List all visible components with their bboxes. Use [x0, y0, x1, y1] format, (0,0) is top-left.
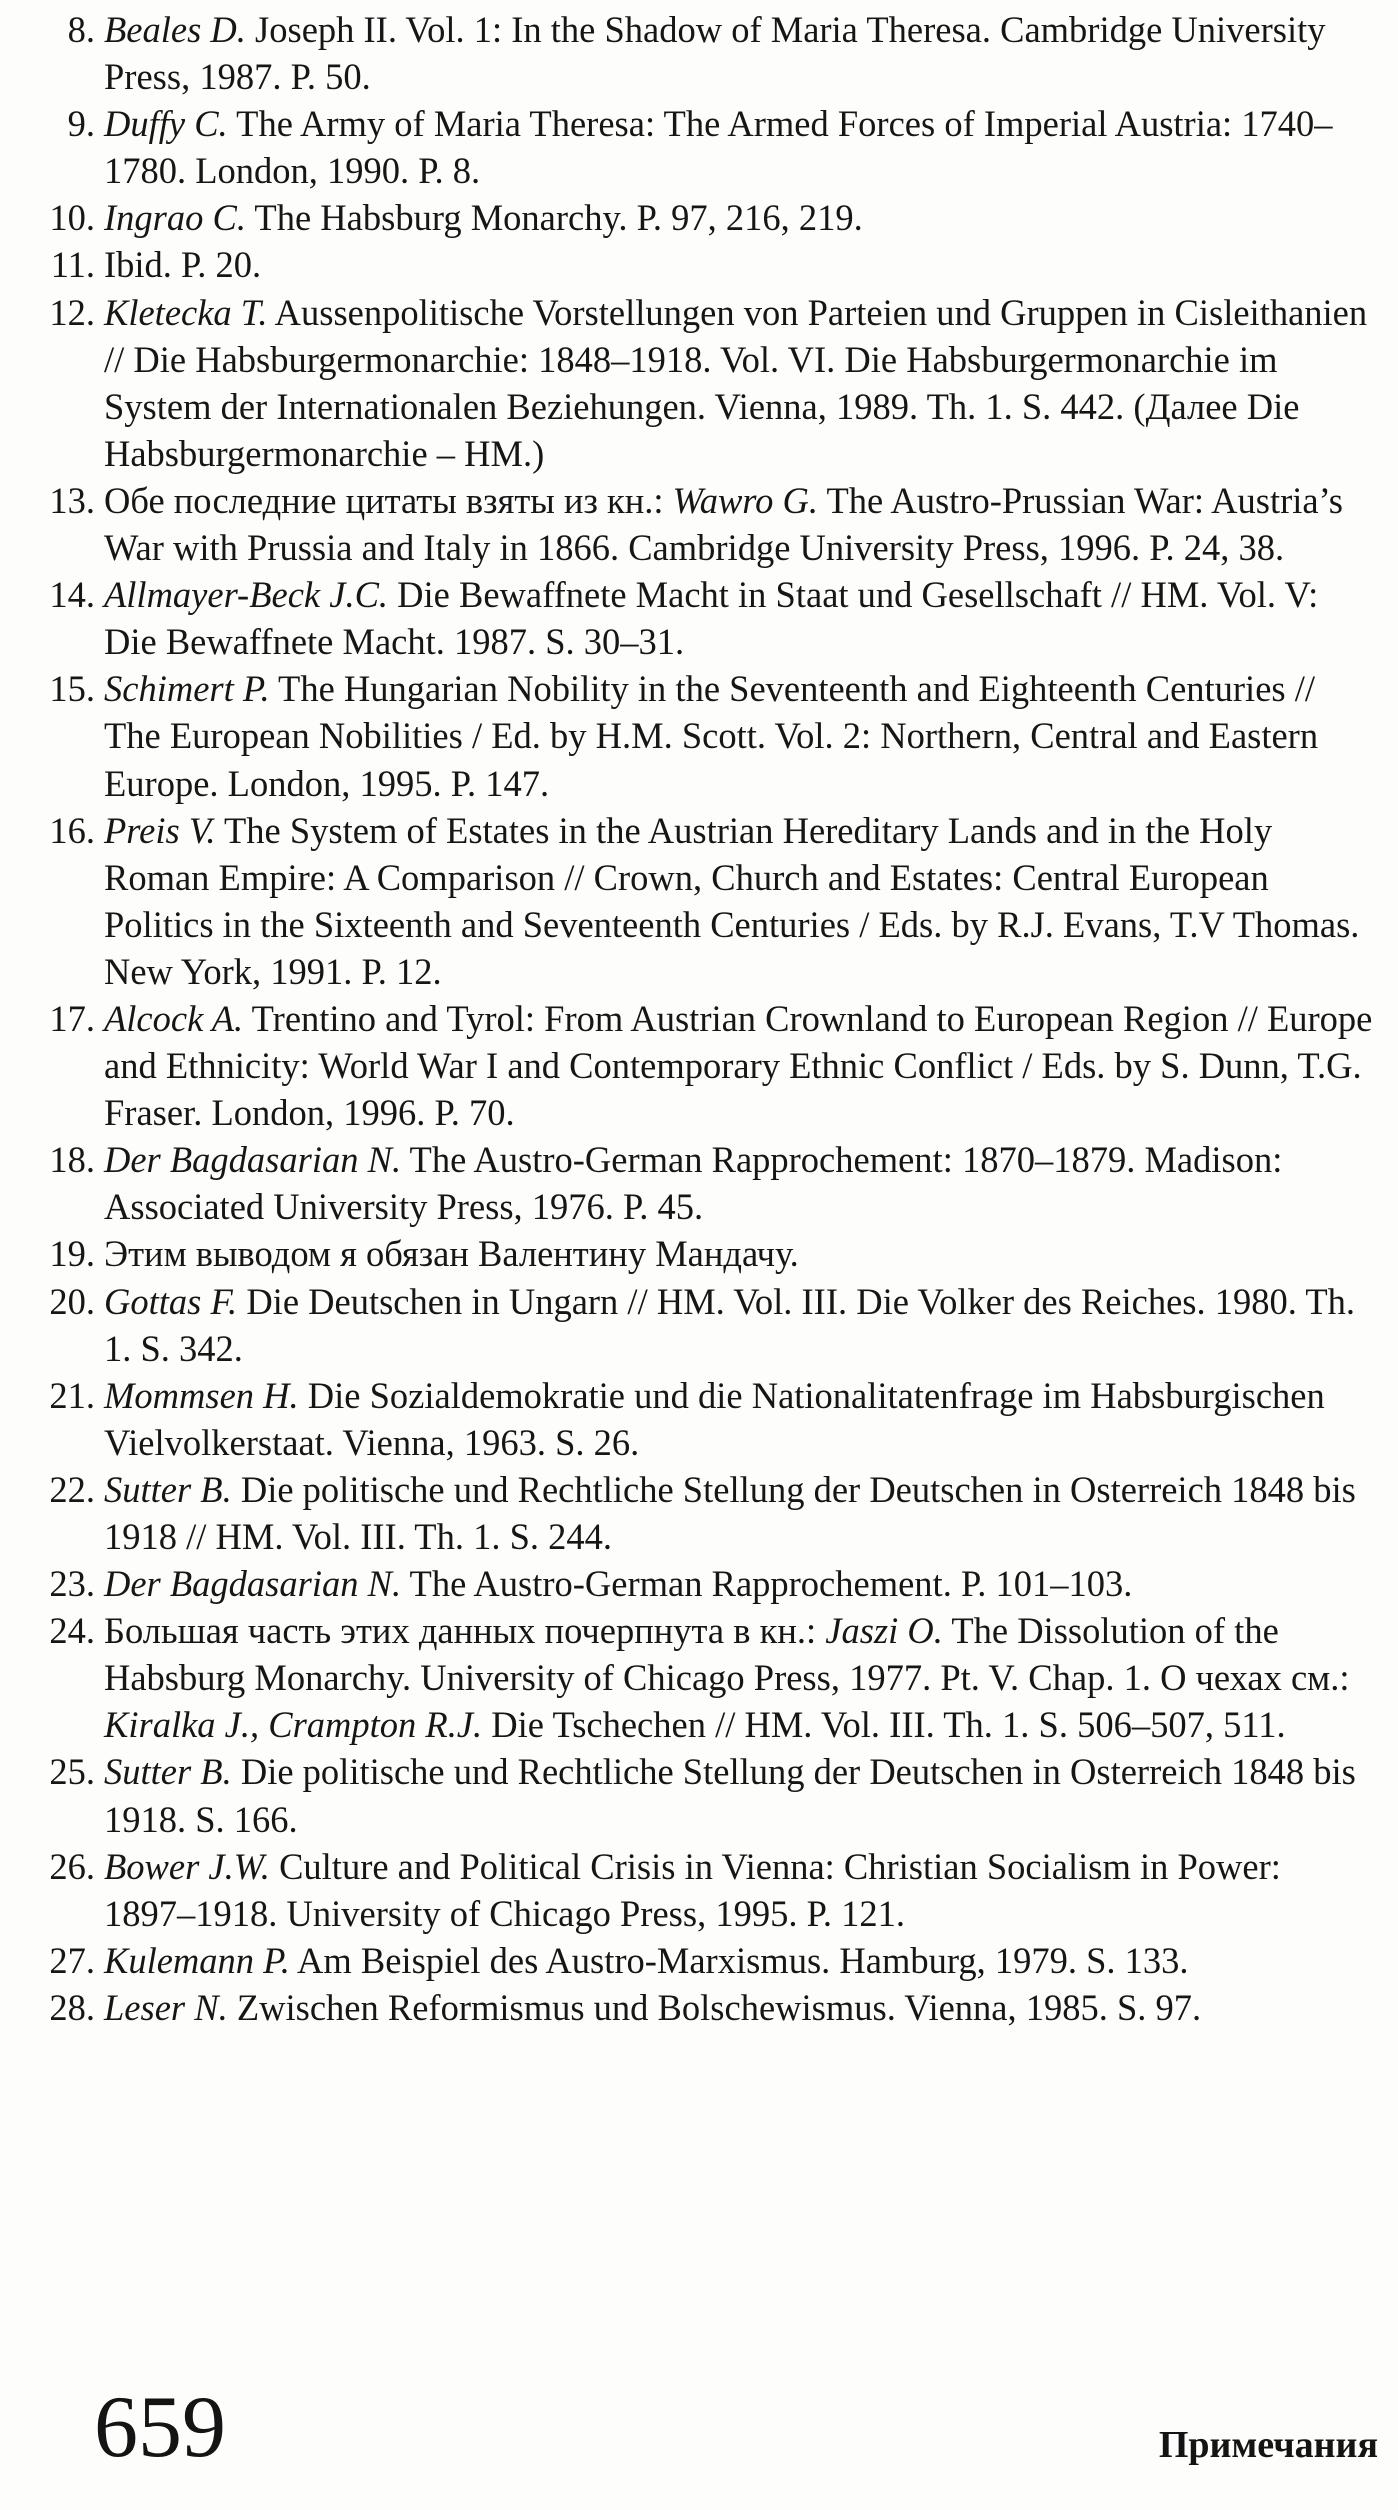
note-citation: Die Deutschen in Ungarn // HM. Vol. III. Die Volker des Reiches. 1980. Th. 1. S. 342.: [104, 1280, 1356, 1369]
note-item: [35, 807, 1380, 995]
note-item: [35, 1372, 1380, 1466]
note-author: Wawro G.: [672, 479, 819, 521]
note-text: [104, 477, 1380, 571]
note-citation: Culture and Political Crisis in Vienna: Christian Socialism in Power: 1897–1918. University of Chicago Press, 1995. P. 121.: [104, 1845, 1281, 1934]
note-item: [35, 1466, 1380, 1560]
note-author: Ingrao C.: [104, 197, 246, 239]
note-item: [35, 477, 1380, 571]
note-citation: The Austro-Prussian War: Austria’s War with Prussia and Italy in 1866. Cambridge University Press, 1996. P. 24, 38.: [104, 479, 1343, 569]
note-citation: Zwischen Reformismus und Bolschewismus. Vienna, 1985. S. 97.: [227, 1986, 1202, 2028]
note-number: 22.: [49, 1468, 95, 1510]
note-text: [104, 1984, 1380, 2031]
note-text: [104, 1843, 1380, 1937]
note-citation: Joseph II. Vol. 1: In the Shadow of Maria Theresa. Cambridge University Press, 1987. P. 50.: [104, 9, 1326, 98]
note-author: Mommsen H.: [104, 1374, 299, 1416]
note-text: [104, 1466, 1380, 1560]
note-citation: Ibid. P. 20.: [104, 244, 262, 286]
note-number: 11.: [50, 244, 95, 286]
note-text: [104, 1937, 1380, 1984]
note-number: 12.: [49, 291, 95, 333]
note-text: [104, 100, 1380, 194]
note-citation: Этим выводом я обязан Валентину Мандачу.: [104, 1233, 799, 1275]
note-citation: The Austro-German Rapprochement. P. 101–103.: [401, 1563, 1133, 1605]
note-author: Kletecka T.: [104, 291, 268, 333]
note-item: [35, 100, 1380, 194]
note-number: 19.: [49, 1233, 95, 1275]
note-item: [35, 1937, 1380, 1984]
note-author: Sutter B.: [104, 1468, 232, 1510]
note-citation: The System of Estates in the Austrian Hereditary Lands and in the Holy Roman Empire: A Comparison // Crown, Church and Estates: Central European Politics in the Sixteenth and Seventeenth Centuries / Eds. by R.J. Evans, T.V Thomas. New York, 1991. P. 12.: [104, 809, 1360, 992]
note-author: Bower J.W.: [104, 1845, 270, 1887]
note-number: 18.: [49, 1139, 95, 1181]
note-item: [35, 1607, 1380, 1748]
note-number: 14.: [49, 574, 95, 616]
note-number: 28.: [49, 1986, 95, 2028]
note-author: Preis V.: [104, 809, 216, 851]
notes-list: [35, 6, 1380, 2031]
note-item: [35, 194, 1380, 241]
note-number: 9.: [67, 103, 95, 145]
note-citation: Die Bewaffnete Macht in Staat und Gesellschaft // HM. Vol. V: Die Bewaffnete Macht. 1987. S. 30–31.: [104, 574, 1319, 663]
note-text: [104, 1230, 1380, 1277]
note-number: 25.: [49, 1751, 95, 1793]
note-citation: Trentino and Tyrol: From Austrian Crownland to European Region // Europe and Ethnicity: World War I and Contemporary Ethnic Conflict / Eds. by S. Dunn, T.G. Fraser. London, 1996. P. 70.: [104, 997, 1373, 1134]
note-text: [104, 289, 1380, 477]
note-item: [35, 1278, 1380, 1372]
note-number: 21.: [49, 1374, 95, 1416]
note-text: [104, 1560, 1380, 1607]
note-author: Leser N.: [104, 1986, 228, 2028]
note-author: Jaszi O.: [825, 1610, 943, 1652]
note-number: 13.: [49, 479, 95, 521]
note-number: 8.: [67, 9, 95, 50]
note-citation: Die Sozialdemokratie und die Nationalitatenfrage im Habsburgischen Vielvolkerstaat. Vienna, 1963. S. 26.: [104, 1374, 1325, 1463]
note-item: [35, 571, 1380, 665]
note-number: 15.: [49, 668, 95, 710]
note-item: [35, 289, 1380, 477]
page-number: 659: [94, 2379, 226, 2476]
note-author: Kiralka J., Crampton R.J.: [104, 1704, 483, 1746]
note-author: Der Bagdasarian N.: [104, 1563, 402, 1605]
note-number: 23.: [49, 1563, 95, 1605]
note-citation: Die politische und Rechtliche Stellung der Deutschen in Osterreich 1848 bis 1918. S. 166.: [104, 1751, 1356, 1840]
note-text: [104, 1136, 1380, 1230]
note-item: [35, 995, 1380, 1136]
note-item: [35, 1560, 1380, 1607]
note-text: [104, 1607, 1380, 1748]
note-number: 24.: [49, 1610, 95, 1652]
note-number: 16.: [49, 809, 95, 851]
note-citation: Am Beispiel des Austro-Marxismus. Hamburg, 1979. S. 133.: [289, 1939, 1189, 1981]
running-head: Примечания: [1158, 2424, 1378, 2466]
note-item: [35, 1984, 1380, 2031]
note-prefix: Обе последние цитаты взяты из кн.:: [104, 479, 673, 521]
note-item: [35, 665, 1380, 806]
note-item: [35, 1748, 1380, 1842]
note-item: [35, 1136, 1380, 1230]
note-item: [35, 6, 1380, 100]
note-number: 20.: [49, 1280, 95, 1322]
note-citation: The Army of Maria Theresa: The Armed Forces of Imperial Austria: 1740–1780. London, 1990. P. 8.: [104, 103, 1333, 192]
note-text: [104, 1278, 1380, 1372]
note-citation: The Austro-German Rapprochement: 1870–1879. Madison: Associated University Press, 1976. P. 45.: [104, 1139, 1283, 1228]
note-item: [35, 1230, 1380, 1277]
note-citation: Die Tschechen // HM. Vol. III. Th. 1. S. 506–507, 511.: [482, 1704, 1286, 1746]
note-prefix: Большая часть этих данных почерпнута в кн.:: [104, 1610, 826, 1652]
note-author: Schimert P.: [104, 668, 270, 710]
note-citation: The Hungarian Nobility in the Seventeenth and Eighteenth Centuries // The European Nobilities / Ed. by H.M. Scott. Vol. 2: Northern, Central and Eastern Europe. London, 1995. P. 147.: [104, 668, 1319, 804]
note-text: [104, 1372, 1380, 1466]
note-author: Gottas F.: [104, 1280, 238, 1322]
note-number: 26.: [49, 1845, 95, 1887]
note-citation: The Dissolution of the Habsburg Monarchy. University of Chicago Press, 1977. Pt. V. Chap. 1. О чехах см.:: [104, 1610, 1350, 1699]
note-author: Sutter B.: [104, 1751, 232, 1793]
note-text: [104, 1748, 1380, 1842]
note-text: [104, 194, 1380, 241]
note-citation: Aussenpolitische Vorstellungen von Parteien und Gruppen in Cisleithanien // Die Habsburgermonarchie: 1848–1918. Vol. VI. Die Habsburgermonarchie im System der Internationalen Beziehungen. Vienna, 1989. Th. 1. S. 442. (Далее Die Habsburgermonarchie – HM.): [104, 291, 1368, 474]
note-author: Der Bagdasarian N.: [104, 1139, 402, 1181]
note-citation: The Habsburg Monarchy. P. 97, 216, 219.: [245, 197, 863, 239]
note-number: 27.: [49, 1939, 95, 1981]
note-item: [35, 1843, 1380, 1937]
note-text: [104, 241, 1380, 288]
note-author: Duffy C.: [104, 103, 228, 145]
note-item: [35, 241, 1380, 288]
note-citation: Die politische und Rechtliche Stellung der Deutschen in Osterreich 1848 bis 1918 // HM. Vol. III. Th. 1. S. 244.: [104, 1468, 1356, 1557]
note-author: Kulemann P.: [104, 1939, 290, 1981]
note-text: [104, 665, 1380, 806]
note-text: [104, 995, 1380, 1136]
note-text: [104, 6, 1380, 100]
note-number: 10.: [49, 197, 95, 239]
note-text: [104, 807, 1380, 995]
note-author: Allmayer-Beck J.C.: [104, 574, 389, 616]
note-author: Beales D.: [104, 9, 246, 50]
note-number: 17.: [49, 997, 95, 1039]
note-text: [104, 571, 1380, 665]
note-author: Alcock A.: [104, 997, 244, 1039]
